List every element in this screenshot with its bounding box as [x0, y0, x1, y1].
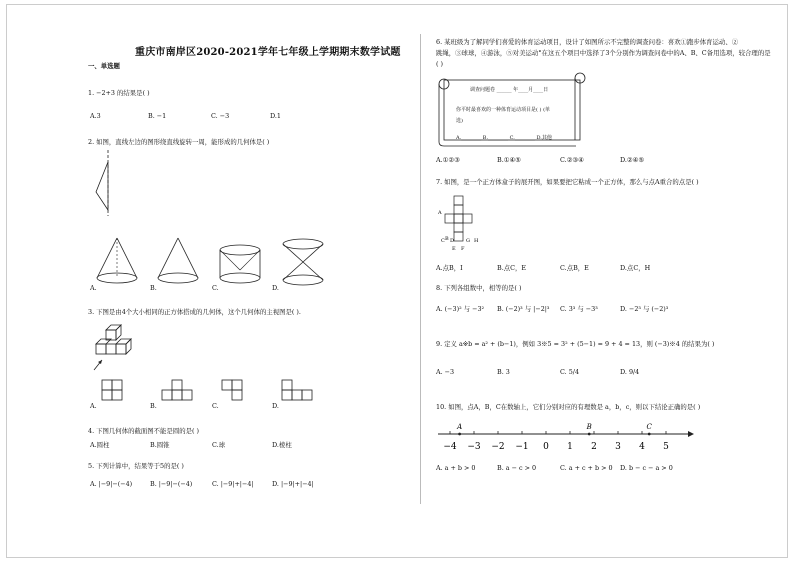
number-line-point [588, 433, 591, 436]
net-label-f: F [461, 246, 465, 252]
axis-tick-label: −1 [515, 442, 529, 452]
number-line-point-label: C [646, 423, 652, 431]
q7-cube-net [436, 190, 486, 256]
q10-stem: 10. 如图，点A，B，C在数轴上，它们分别对应的有理数是 a，b，c，则以下结论正确的是( ) [436, 403, 701, 411]
q1-option-a[interactable]: A.3 [90, 112, 101, 120]
q2-label-b[interactable]: B. [150, 284, 157, 292]
q6-scroll-line2: 你平时最喜欢的一种体育运动项目是( ) (单 [456, 107, 551, 113]
number-line-point [458, 433, 461, 436]
q4-option-b[interactable]: B.圆锥 [150, 441, 170, 449]
section-heading: 一、单选题 [88, 62, 120, 70]
q3-option-a-view [100, 378, 130, 402]
q3-label-a[interactable]: A. [90, 402, 97, 410]
q3-option-c-view [220, 378, 250, 402]
q10-option-b[interactable]: B. a − c > 0 [497, 464, 537, 472]
q4-option-d[interactable]: D.棱柱 [272, 441, 292, 449]
q5-option-c[interactable]: C. |−9|+|−4| [212, 480, 254, 488]
net-label-e: E [452, 246, 456, 252]
q4-option-a[interactable]: A.圆柱 [90, 441, 110, 449]
q8-option-c[interactable]: C. 3³ 与 −3³ [560, 305, 598, 313]
q6-scroll-line1: 调查问题卷 ______ 年____月____日 [470, 87, 549, 93]
q6-scroll-line4: A.________ B.________ C.________ D.其他 [456, 135, 552, 141]
q7-option-a[interactable]: A.点B，I [436, 264, 463, 272]
q2-option-b-cone [153, 236, 203, 288]
axis-tick-label: 5 [663, 442, 669, 452]
q6-option-b[interactable]: B.①④⑤ [497, 156, 521, 164]
number-line-point-label: B [586, 423, 592, 431]
axis-tick-label: −3 [467, 442, 481, 452]
q7-stem: 7. 如图，是一个正方体盒子的展开图，如果要把它粘成一个正方体，那么与点A重合的点是( ) [436, 178, 699, 186]
q8-stem: 8. 下列各组数中，相等的是( ) [436, 284, 522, 292]
q8-option-b[interactable]: B. (−2)³ 与 |−2|³ [497, 305, 550, 313]
net-label-h: H [474, 238, 479, 244]
q10-number-line [436, 420, 696, 460]
q8-option-d[interactable]: D. −2³ 与 (−2)³ [620, 305, 669, 313]
axis-tick-label: 0 [543, 442, 549, 452]
number-line-point [648, 433, 651, 436]
column-divider [420, 34, 421, 504]
q2-option-c-cone-cylinder [215, 236, 265, 288]
q1-option-c[interactable]: C. −3 [211, 112, 230, 120]
q2-stem: 2. 如图，直线左边的图形绕直线旋转一周，能形成的几何体是( ) [88, 138, 270, 146]
number-line-point-label: A [457, 423, 463, 431]
axis-tick-label: 1 [567, 442, 573, 452]
q5-option-d[interactable]: D. |−9|+|−4| [272, 480, 314, 488]
q9-option-b[interactable]: B. 3 [497, 368, 510, 376]
q8-option-a[interactable]: A. (−3)² 与 −3² [436, 305, 485, 313]
net-label-d: D [450, 238, 455, 244]
axis-tick-label: −4 [443, 442, 457, 452]
q1-option-d[interactable]: D.1 [270, 112, 281, 120]
q6-stem-line3: ( ) [436, 60, 444, 68]
q7-option-c[interactable]: C.点B，E [560, 264, 589, 272]
q2-option-a-cone [92, 236, 142, 288]
axis-tick-label: 4 [639, 442, 645, 452]
q5-stem: 5. 下列计算中，结果等于5的是( ) [88, 462, 184, 470]
q10-option-c[interactable]: C. a + c + b > 0 [560, 464, 613, 472]
q2-option-d-double-cone [278, 236, 328, 288]
q4-stem: 4. 下图几何体的截面图不能是圆的是( ) [88, 427, 200, 435]
q6-option-d[interactable]: D.②④⑤ [620, 156, 645, 164]
q7-option-b[interactable]: B.点C，E [497, 264, 527, 272]
net-label-a: A [438, 210, 442, 216]
q9-option-d[interactable]: D. 9/4 [620, 368, 640, 376]
q4-option-c[interactable]: C.球 [212, 441, 226, 449]
axis-tick-label: 2 [591, 442, 597, 452]
exam-title: 重庆市南岸区2020-2021学年七年级上学期期末数学试题 [135, 47, 401, 58]
q2-label-c[interactable]: C. [212, 284, 219, 292]
q6-scroll-line3: 选) [456, 118, 463, 124]
q3-label-b[interactable]: B. [150, 402, 157, 410]
q3-label-c[interactable]: C. [212, 402, 219, 410]
q3-cube-stack-figure [92, 322, 142, 372]
q2-rotation-figure [88, 148, 128, 218]
q3-stem: 3. 下图是由4个大小相同的正方体搭成的几何体，这个几何体的主视图是( ). [88, 308, 301, 316]
q10-option-d[interactable]: D. b − c − a > 0 [620, 464, 673, 472]
q10-option-a[interactable]: A. a + b > 0 [436, 464, 476, 472]
q3-option-d-view [280, 378, 314, 402]
q6-stem-line2: 跳绳，③球球，④游泳，⑤对美运动°在这五个项目中选择了3个分别作为调查问卷中的A、B、C备用选项，较合理的是 [436, 49, 771, 57]
q6-option-c[interactable]: C.②③④ [560, 156, 584, 164]
q7-option-d[interactable]: D.点C，H [620, 264, 651, 272]
q5-option-a[interactable]: A. |−9|−(−4) [90, 480, 133, 488]
q2-label-d[interactable]: D. [272, 284, 279, 292]
net-label-g: G [466, 238, 470, 244]
axis-tick-label: −2 [491, 442, 505, 452]
q1-option-b[interactable]: B. −1 [148, 112, 167, 120]
q9-stem: 9. 定义 a※b = a² + (b−1)，例如 3※5 = 3² + (5−1) = 9 + 4 = 13，则 (−3)※4 的结果为( ) [436, 340, 715, 348]
q3-label-d[interactable]: D. [272, 402, 279, 410]
q2-label-a[interactable]: A. [90, 284, 97, 292]
q9-option-a[interactable]: A. −3 [436, 368, 455, 376]
q9-option-c[interactable]: C. 5/4 [560, 368, 580, 376]
q3-option-b-view [160, 378, 194, 402]
q6-stem-line1: 6. 某班级为了解同学们喜爱的体育运动项目，设计了如图所示不完整的调查问卷：喜欢①跑步体育运动、② [436, 38, 739, 46]
net-label-b: B [445, 236, 449, 242]
q1-stem: 1. −2+3 的结果是( ) [88, 89, 150, 97]
axis-tick-label: 3 [615, 442, 621, 452]
q5-option-b[interactable]: B. |−9|−(−4) [150, 480, 193, 488]
q6-option-a[interactable]: A.①②③ [436, 156, 460, 164]
net-label-c: C [441, 238, 445, 244]
